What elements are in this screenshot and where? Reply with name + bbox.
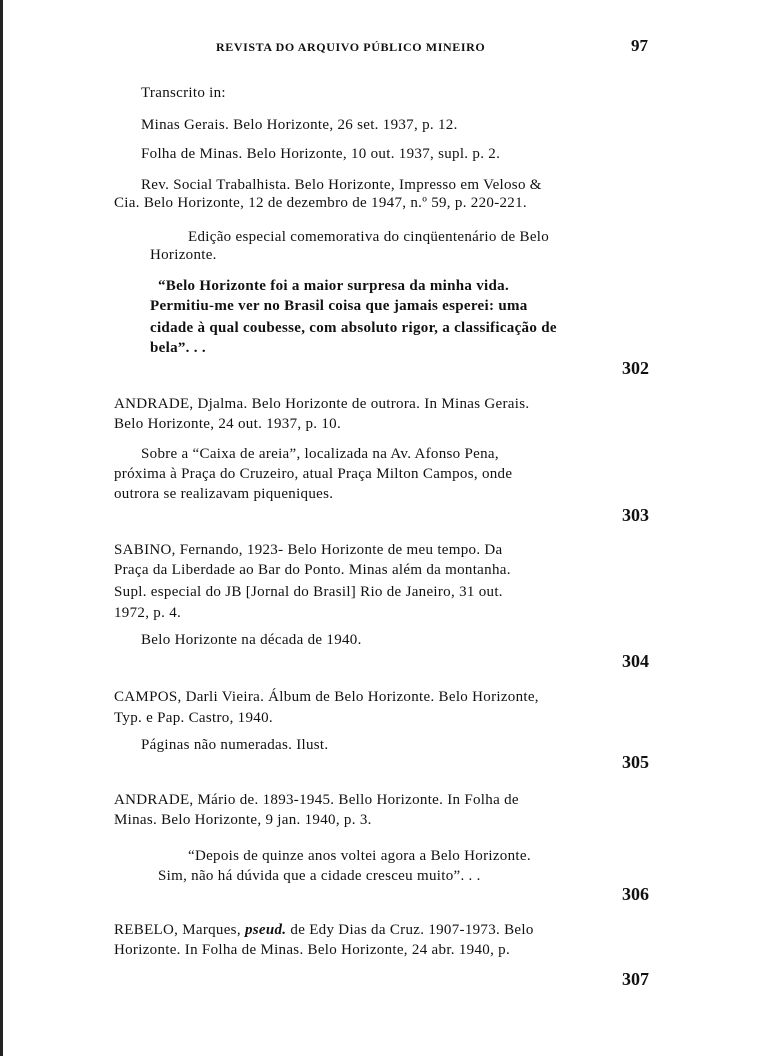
- quote-line: Sim, não há dúvida que a cidade cresceu muito”. . .: [158, 868, 481, 884]
- citation-line: Horizonte. In Folha de Minas. Belo Horizonte, 24 abr. 1940, p.: [114, 942, 511, 958]
- quote-line: Permitiu-me ver no Brasil coisa que jamais esperei: uma: [150, 298, 528, 314]
- quote-line: bela”. . .: [150, 340, 206, 356]
- quote-line: “Belo Horizonte foi a maior surpresa da minha vida.: [158, 278, 509, 294]
- entry-number: 305: [622, 752, 649, 772]
- source-line: Cia. Belo Horizonte, 12 de dezembro de 1947, n.º 59, p. 220-221.: [114, 195, 527, 211]
- page-number: 97: [631, 36, 648, 55]
- journal-title: REVISTA DO ARQUIVO PÚBLICO MINEIRO: [216, 40, 486, 54]
- source-line: Rev. Social Trabalhista. Belo Horizonte, Impresso em Veloso &: [141, 177, 542, 193]
- citation-line: CAMPOS, Darli Vieira. Álbum de Belo Horizonte. Belo Horizonte,: [114, 689, 539, 705]
- running-header: [216, 38, 648, 58]
- note-line: próxima à Praça do Cruzeiro, atual Praça Milton Campos, onde: [114, 466, 513, 482]
- source-line: Folha de Minas. Belo Horizonte, 10 out. 1937, supl. p. 2.: [141, 146, 501, 162]
- entry-number: 303: [622, 505, 649, 525]
- note-line: Sobre a “Caixa de areia”, localizada na Av. Afonso Pena,: [141, 446, 499, 462]
- citation-text: de Edy Dias da Cruz. 1907-1973. Belo: [290, 922, 534, 938]
- note-line: outrora se realizavam piqueniques.: [114, 486, 334, 502]
- entry-number: 302: [622, 358, 649, 378]
- citation-line: Supl. especial do JB [Jornal do Brasil] Rio de Janeiro, 31 out.: [114, 584, 503, 600]
- source-line: Minas Gerais. Belo Horizonte, 26 set. 1937, p. 12.: [141, 117, 458, 133]
- entry-number: 304: [622, 651, 649, 671]
- pseudonym-abbrev: pseud.: [244, 922, 287, 938]
- note-line: Edição especial comemorativa do cinqüentenário de Belo: [188, 229, 550, 245]
- citation-line: Typ. e Pap. Castro, 1940.: [114, 710, 273, 726]
- quote-line: cidade à qual coubesse, com absoluto rigor, a classificação de: [150, 320, 557, 336]
- citation-line: 1972, p. 4.: [114, 605, 182, 621]
- citation-line: Praça da Liberdade ao Bar do Ponto. Minas além da montanha.: [114, 562, 511, 578]
- transcribed-label: Transcrito in:: [141, 85, 226, 101]
- citation-line: [114, 921, 648, 940]
- citation-line: Belo Horizonte, 24 out. 1937, p. 10.: [114, 416, 342, 432]
- citation-text: ANDRADE, Djalma. Belo Horizonte de outrora. In Minas Gerais.: [114, 396, 530, 412]
- note-line: Horizonte.: [150, 247, 217, 263]
- entry-number: 306: [622, 884, 649, 904]
- note-line: Belo Horizonte na década de 1940.: [141, 632, 362, 648]
- author-name: REBELO, Marques,: [114, 922, 241, 938]
- citation-line: ANDRADE, Mário de. 1893-1945. Bello Horizonte. In Folha de: [114, 792, 519, 808]
- citation-line: SABINO, Fernando, 1923- Belo Horizonte de meu tempo. Da: [114, 542, 503, 558]
- entry-number: 307: [622, 969, 649, 989]
- note-line: Páginas não numeradas. Ilust.: [141, 737, 329, 753]
- citation-line: [114, 395, 648, 414]
- citation-line: Minas. Belo Horizonte, 9 jan. 1940, p. 3.: [114, 812, 372, 828]
- quote-line: “Depois de quinze anos voltei agora a Belo Horizonte.: [188, 848, 531, 864]
